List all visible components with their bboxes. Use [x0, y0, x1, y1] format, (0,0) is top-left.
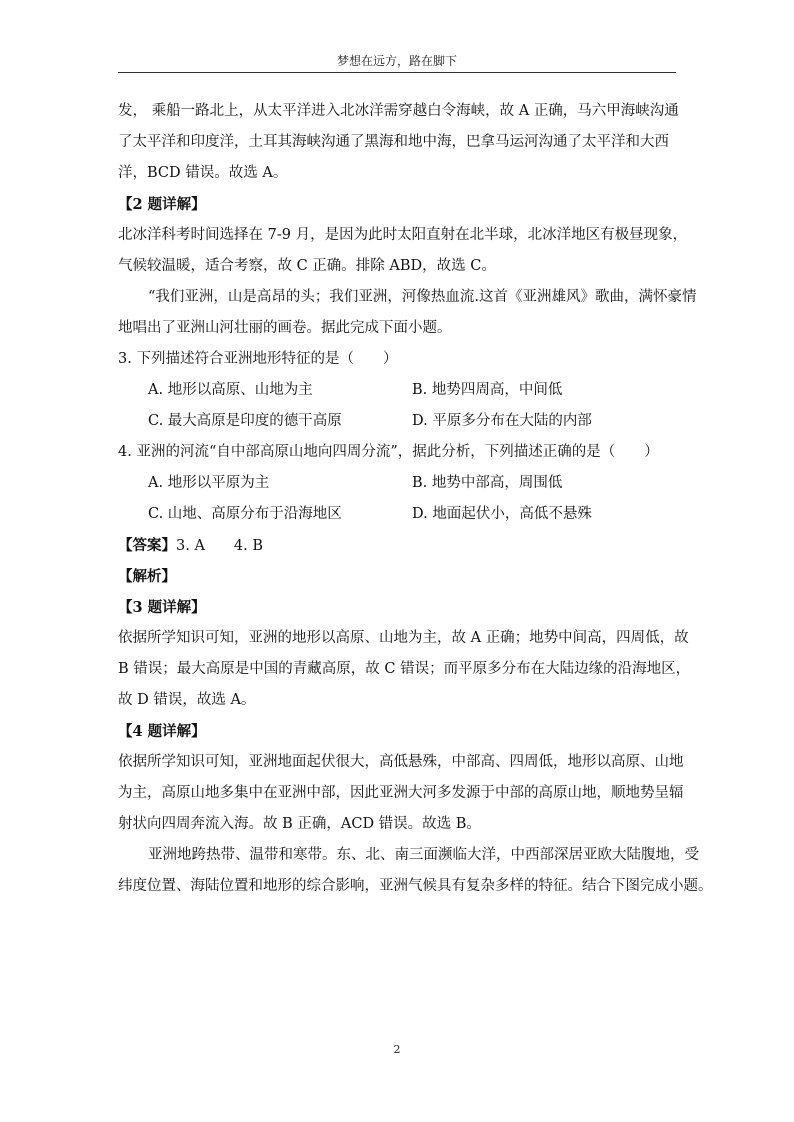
question-3-stem: 3. 下列描述符合亚洲地形特征的是（ ） — [118, 351, 398, 367]
question-4-stem: 4. 亚洲的河流“自中部高原山地向四周分流”，据此分析，下列描述正确的是（ ） — [118, 444, 659, 460]
paragraph-line: 纬度位置、海陆位置和地形的综合影响，亚洲气候具有复杂多样的特征。结合下图完成小题。 — [118, 878, 713, 894]
section-heading-q4: 【4 题详解】 — [118, 723, 206, 740]
paragraph-line: 北冰洋科考时间选择在 7-9 月，是因为此时太阳直射在北半球，北冰洋地区有极昼现象， — [118, 227, 688, 243]
paragraph-line: 地唱出了亚洲山河壮丽的画卷。据此完成下面小题。 — [118, 320, 452, 336]
paragraph-line: 射状向四周奔流入海。故 B 正确，ACD 错误。故选 B。 — [118, 816, 481, 832]
option-d: D. 平原多分布在大陆的内部 — [412, 413, 592, 429]
option-a: A. 地形以平原为主 — [148, 475, 270, 491]
page-header: 梦想在远方，路在脚下 — [336, 54, 457, 68]
answer-line — [118, 530, 678, 561]
paragraph-line: 洋，BCD 错误。故选 A。 — [118, 165, 288, 181]
answer-label: 【答案】 — [118, 537, 176, 554]
paragraph-line: B 错误；最大高原是中国的青藏高原，故 C 错误；而平原多分布在大陆边缘的沿海地区， — [118, 661, 691, 677]
question-3-options-row-2 — [118, 406, 678, 437]
analysis-heading: 【解析】 — [118, 568, 176, 585]
option-d: D. 地面起伏小，高低不悬殊 — [412, 506, 592, 522]
paragraph-line: 依据所学知识可知，亚洲的地形以高原、山地为主，故 A 正确；地势中间高，四周低，故 — [118, 630, 689, 646]
answer-text: 3. A 4. B — [176, 538, 264, 554]
section-heading-q2: 【2 题详解】 — [118, 196, 206, 213]
option-b: B. 地势中部高，周围低 — [412, 475, 563, 491]
question-4-options-row-2 — [118, 499, 678, 530]
paragraph-line: 为主，高原山地多集中在亚洲中部，因此亚洲大河多发源于中部的高原山地，顺地势呈辐 — [118, 785, 684, 801]
document-body — [118, 96, 713, 902]
paragraph-line: 故 D 错误，故选 A。 — [118, 692, 256, 708]
question-4-options-row-1 — [118, 468, 678, 499]
option-a: A. 地形以高原、山地为主 — [148, 382, 313, 398]
paragraph-line: 依据所学知识可知，亚洲地面起伏很大，高低悬殊，中部高、四周低，地形以高原、山地 — [118, 754, 684, 770]
page-number: 2 — [393, 1043, 401, 1056]
paragraph-line: 发， 乘船一路北上，从太平洋进入北冰洋需穿越白令海峡，故 A 正确，马六甲海峡沟通 — [118, 103, 679, 119]
paragraph-line: 了太平洋和印度洋，土耳其海峡沟通了黑海和地中海，巴拿马运河沟通了太平洋和大西 — [118, 134, 669, 150]
paragraph-line: 气候较温暖，适合考察，故 C 正确。排除 ABD，故选 C。 — [118, 258, 496, 274]
option-c: C. 山地、高原分布于沿海地区 — [148, 506, 342, 522]
paragraph-line: “我们亚洲，山是高昂的头；我们亚洲，河像热血流.这首《亚洲雄风》歌曲，满怀豪情 — [148, 289, 697, 305]
option-b: B. 地势四周高，中间低 — [412, 382, 563, 398]
paragraph-line: 亚洲地跨热带、温带和寒带。东、北、南三面濒临大洋，中西部深居亚欧大陆腹地，受 — [148, 847, 699, 863]
question-3-options-row-1 — [118, 375, 678, 406]
option-c: C. 最大高原是印度的德干高原 — [148, 413, 342, 429]
section-heading-q3: 【3 题详解】 — [118, 599, 206, 616]
header-divider — [118, 72, 676, 73]
